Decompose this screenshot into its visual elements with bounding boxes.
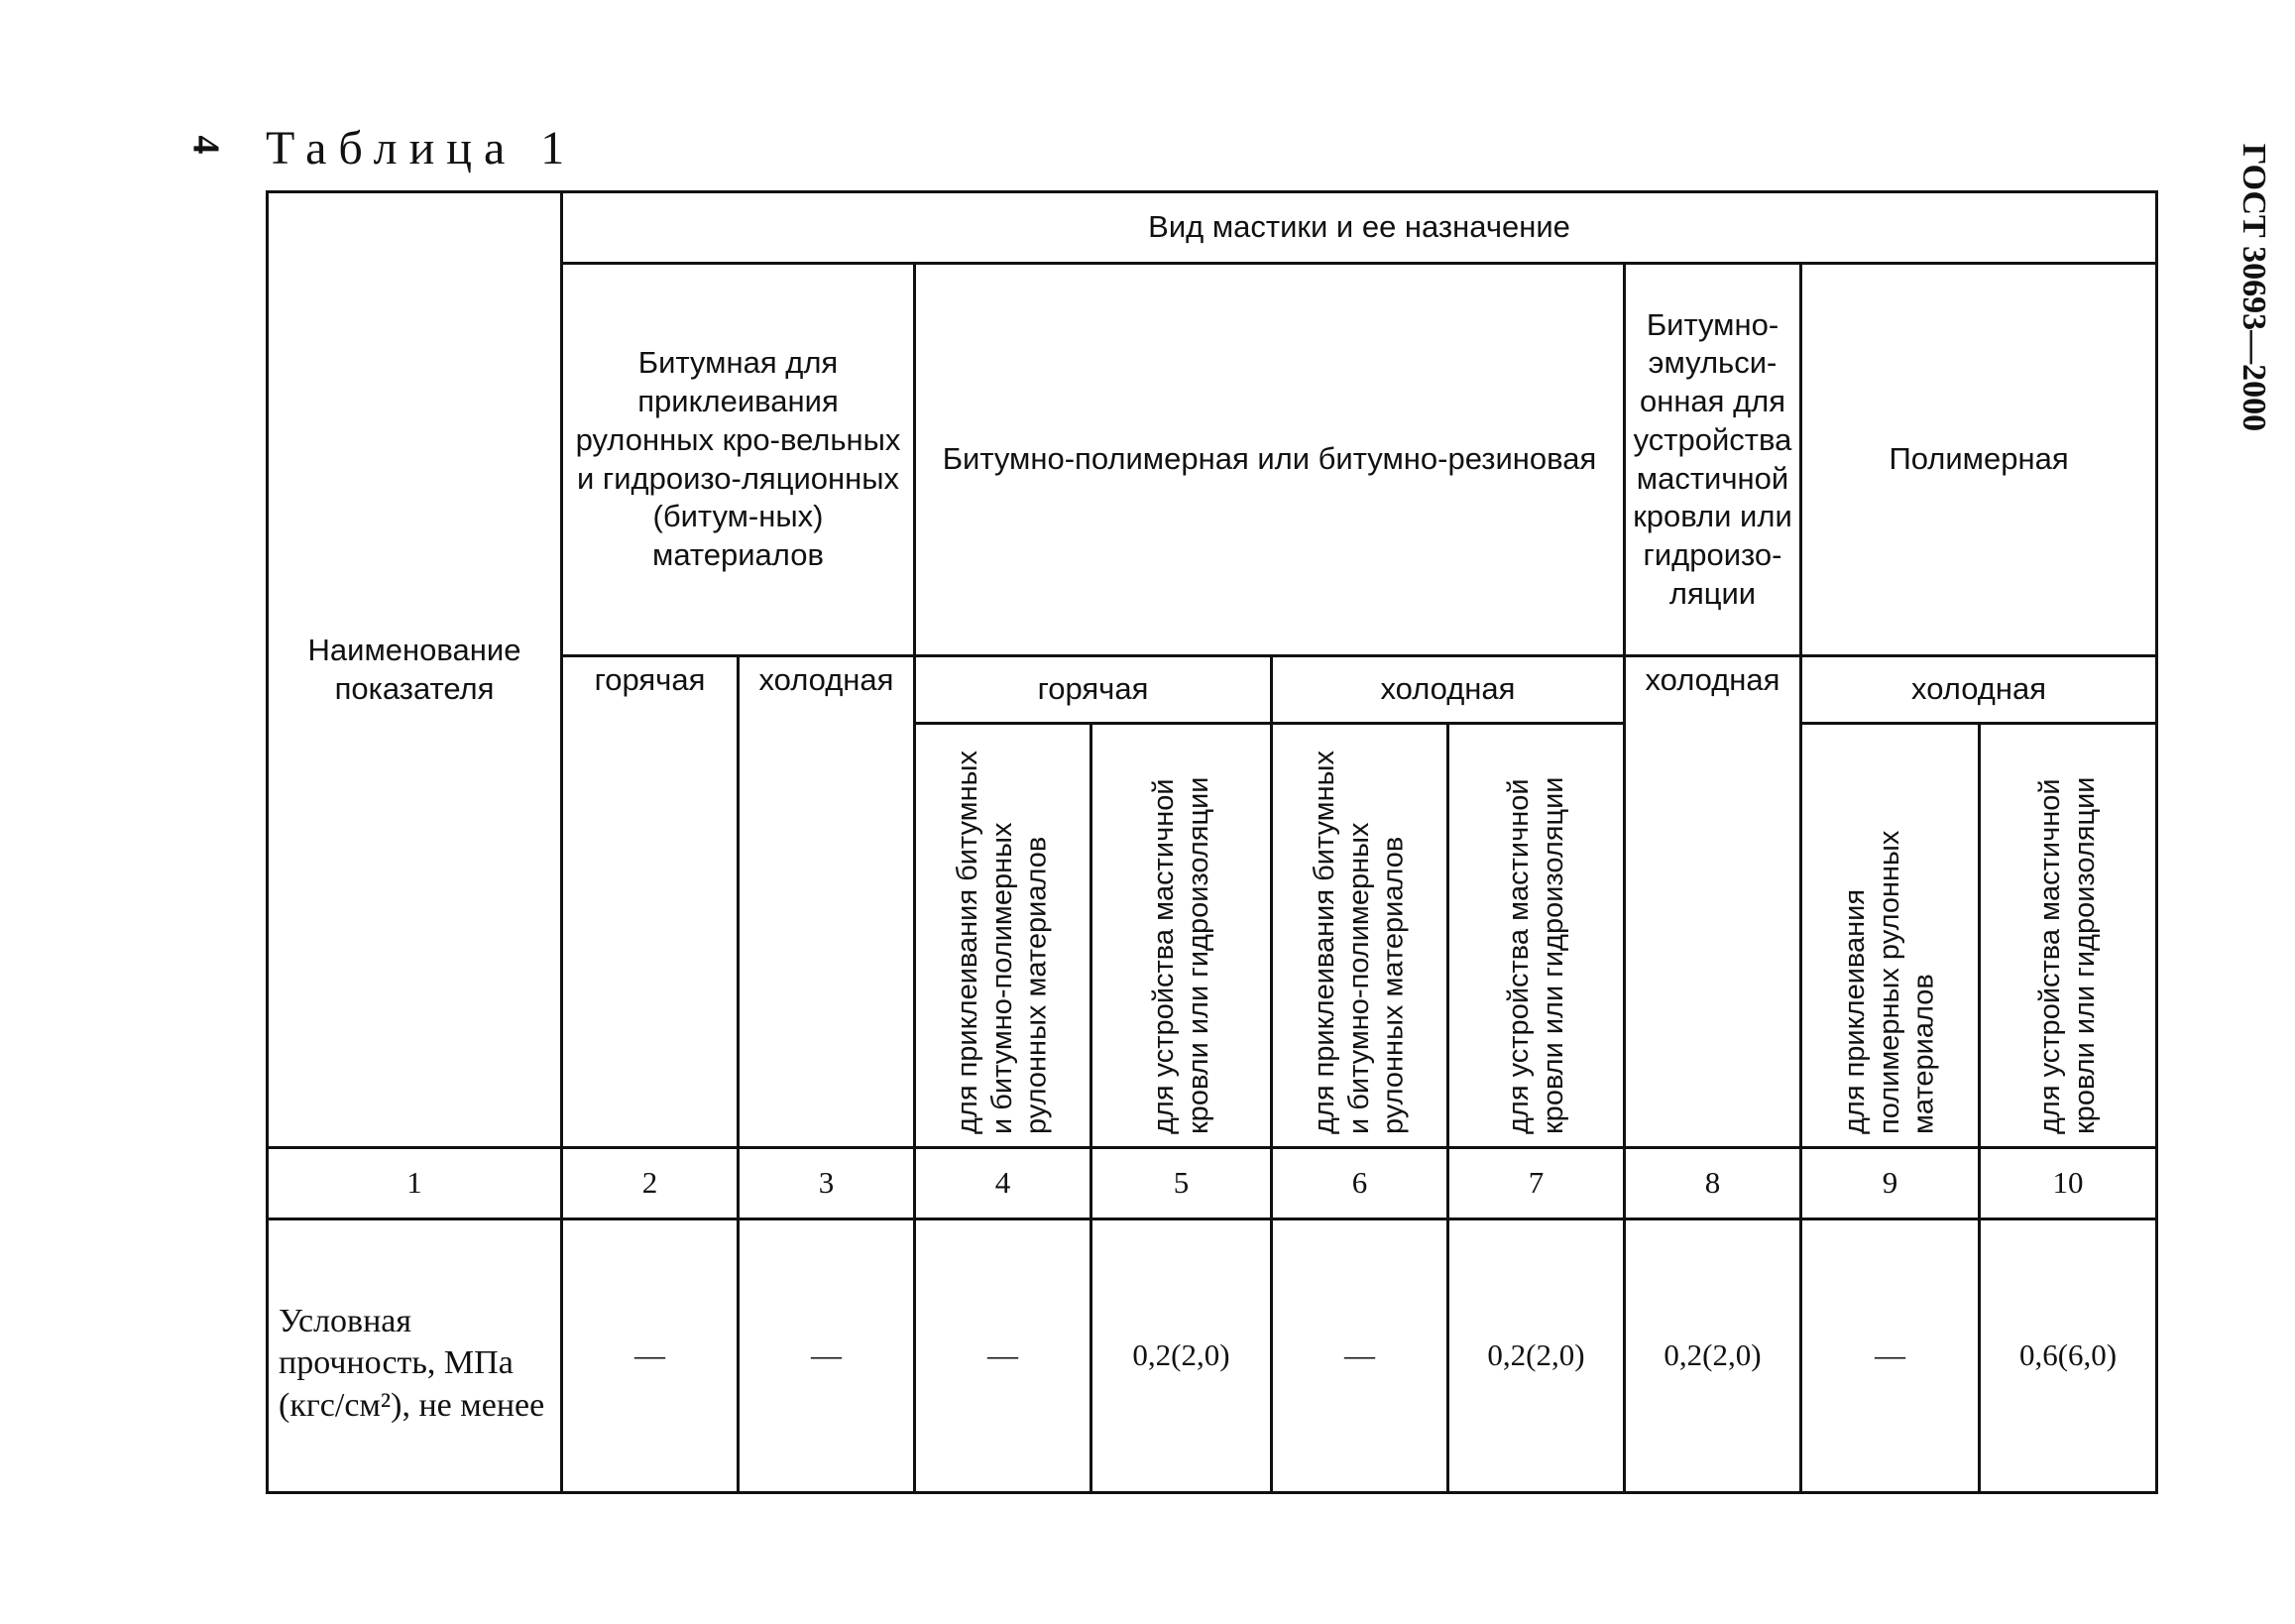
header-indicator-name: Наименование показателя xyxy=(268,192,562,1148)
header-bitumen-emulsion: Битумно-эмульси-онная для устройства мастичной кровли или гидроизо-ляции xyxy=(1625,264,1801,656)
column-number: 1 xyxy=(268,1148,562,1219)
row-value: — xyxy=(739,1219,915,1493)
standard-label-text: ГОСТ 30693—2000 xyxy=(2236,143,2272,432)
row-value: — xyxy=(1272,1219,1448,1493)
row-value: 0,2(2,0) xyxy=(1625,1219,1801,1493)
column-number: 9 xyxy=(1801,1148,1980,1219)
table-row xyxy=(268,1219,2157,1493)
column-number: 2 xyxy=(562,1148,739,1219)
header-cold-col9-10: холодная xyxy=(1801,656,2157,724)
column-number: 3 xyxy=(739,1148,915,1219)
properties-table xyxy=(266,190,2158,1494)
header-cold-col3: холодная xyxy=(739,656,915,1148)
column-number: 7 xyxy=(1448,1148,1625,1219)
header-cold-col6-7: холодная xyxy=(1272,656,1625,724)
column-number: 4 xyxy=(915,1148,1091,1219)
header-bitumen-polymer: Битумно-полимерная или битумно-резиновая xyxy=(915,264,1625,656)
row-value: 0,6(6,0) xyxy=(1980,1219,2157,1493)
header-sub-col5: для устройства мастичной кровли или гидроизоляции xyxy=(1091,724,1272,1148)
header-sub-col7: для устройства мастичной кровли или гидроизоляции xyxy=(1448,724,1625,1148)
column-number: 5 xyxy=(1091,1148,1272,1219)
table-title: Таблица 1 xyxy=(266,122,577,174)
standard-label xyxy=(2231,129,2276,446)
row-indicator-name: Условная прочность, МПа (кгс/см²), не менее xyxy=(268,1219,562,1493)
row-value: — xyxy=(1801,1219,1980,1493)
header-cold-col8: холодная xyxy=(1625,656,1801,1148)
header-sub-col9: для приклеивания полимерных рулонных материалов xyxy=(1801,724,1980,1148)
row-value: — xyxy=(562,1219,739,1493)
header-hot-col2: горячая xyxy=(562,656,739,1148)
header-sub-col4: для приклеивания битумных и битумно-полимерных рулонных материалов xyxy=(915,724,1091,1148)
header-sub-col6: для приклеивания битумных и битумно-полимерных рулонных материалов xyxy=(1272,724,1448,1148)
row-value: — xyxy=(915,1219,1091,1493)
column-number: 10 xyxy=(1980,1148,2157,1219)
column-numbers-row xyxy=(268,1148,2157,1219)
header-group-title: Вид мастики и ее назначение xyxy=(562,192,2157,264)
header-polymer: Полимерная xyxy=(1801,264,2157,656)
header-bitumen: Битумная для приклеивания рулонных кро-вельных и гидроизо-ляционных (битум-ных) материалов xyxy=(562,264,915,656)
page-number: 4 xyxy=(184,135,227,155)
column-number: 6 xyxy=(1272,1148,1448,1219)
header-hot-col4-5: горячая xyxy=(915,656,1272,724)
column-number: 8 xyxy=(1625,1148,1801,1219)
row-value: 0,2(2,0) xyxy=(1091,1219,1272,1493)
header-sub-col10: для устройства мастичной кровли или гидроизоляции xyxy=(1980,724,2157,1148)
row-value: 0,2(2,0) xyxy=(1448,1219,1625,1493)
